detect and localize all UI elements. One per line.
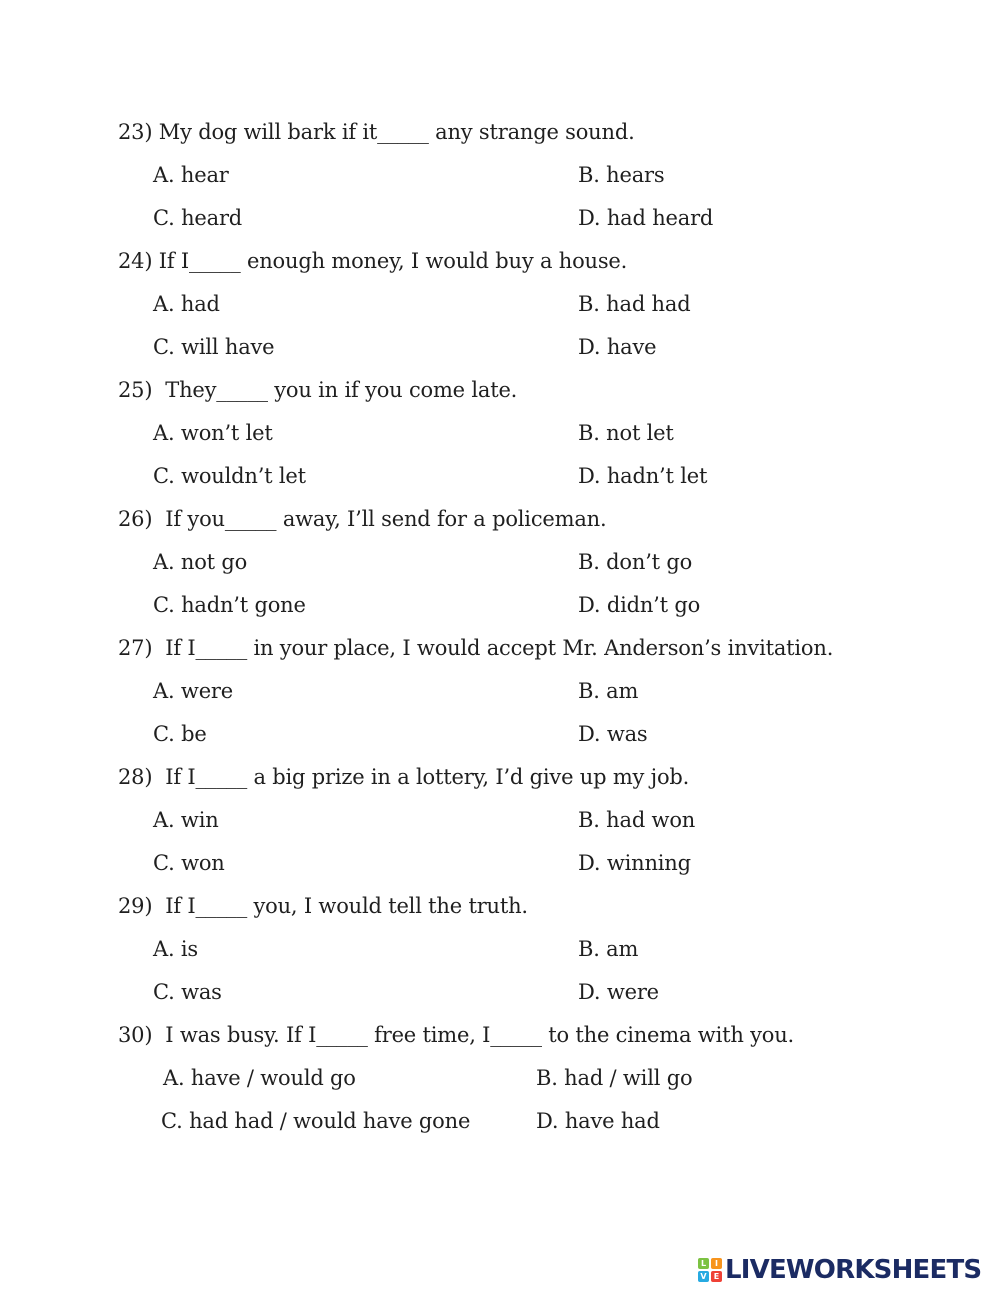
option-b[interactable]: B. had / will go — [536, 1066, 693, 1090]
option-c[interactable]: C. won — [153, 851, 225, 875]
option-a[interactable]: A. were — [153, 679, 233, 703]
question-stem: 27) If I_____ in your place, I would accept Mr. Anderson’s invitation. — [118, 636, 834, 660]
option-b[interactable]: B. had had — [578, 292, 691, 316]
option-c[interactable]: C. heard — [153, 206, 243, 230]
logo-mark-i: I — [711, 1258, 722, 1269]
option-d[interactable]: D. was — [578, 722, 648, 746]
question-stem: 25) They_____ you in if you come late. — [118, 378, 518, 402]
option-d[interactable]: D. have — [578, 335, 657, 359]
option-a[interactable]: A. have / would go — [163, 1066, 356, 1090]
logo-mark-l: L — [698, 1258, 709, 1269]
question-stem: 29) If I_____ you, I would tell the truth. — [118, 894, 528, 918]
option-b[interactable]: B. hears — [578, 163, 665, 187]
option-a[interactable]: A. win — [153, 808, 219, 832]
option-d[interactable]: D. didn’t go — [578, 593, 701, 617]
question-stem: 28) If I_____ a big prize in a lottery, I’d give up my job. — [118, 765, 690, 789]
option-b[interactable]: B. am — [578, 679, 639, 703]
option-c[interactable]: C. had had / would have gone — [161, 1109, 471, 1133]
option-b[interactable]: B. am — [578, 937, 639, 961]
question-stem: 24) If I_____ enough money, I would buy a house. — [118, 249, 628, 273]
option-c[interactable]: C. hadn’t gone — [153, 593, 306, 617]
option-c[interactable]: C. be — [153, 722, 207, 746]
question-stem: 23) My dog will bark if it_____ any strange sound. — [118, 120, 635, 144]
logo-mark-e: E — [711, 1271, 722, 1282]
option-a[interactable]: A. won’t let — [153, 421, 273, 445]
option-d[interactable]: D. were — [578, 980, 659, 1004]
option-c[interactable]: C. wouldn’t let — [153, 464, 306, 488]
question-stem: 26) If you_____ away, I’ll send for a policeman. — [118, 507, 607, 531]
logo-text: LIVEWORKSHEETS — [725, 1255, 982, 1285]
option-a[interactable]: A. not go — [153, 550, 248, 574]
liveworksheets-logo — [698, 1253, 981, 1287]
option-c[interactable]: C. was — [153, 980, 222, 1004]
logo-mark-v: V — [698, 1271, 709, 1282]
option-c[interactable]: C. will have — [153, 335, 275, 359]
question-stem: 30) I was busy. If I_____ free time, I_____ to the cinema with you. — [118, 1023, 795, 1047]
option-b[interactable]: B. not let — [578, 421, 674, 445]
liveworksheets-logo-icon — [698, 1258, 722, 1282]
option-b[interactable]: B. don’t go — [578, 550, 693, 574]
option-b[interactable]: B. had won — [578, 808, 696, 832]
option-d[interactable]: D. have had — [536, 1109, 660, 1133]
option-d[interactable]: D. had heard — [578, 206, 714, 230]
option-d[interactable]: D. hadn’t let — [578, 464, 708, 488]
option-a[interactable]: A. had — [153, 292, 220, 316]
option-d[interactable]: D. winning — [578, 851, 691, 875]
option-a[interactable]: A. hear — [153, 163, 229, 187]
option-a[interactable]: A. is — [153, 937, 199, 961]
